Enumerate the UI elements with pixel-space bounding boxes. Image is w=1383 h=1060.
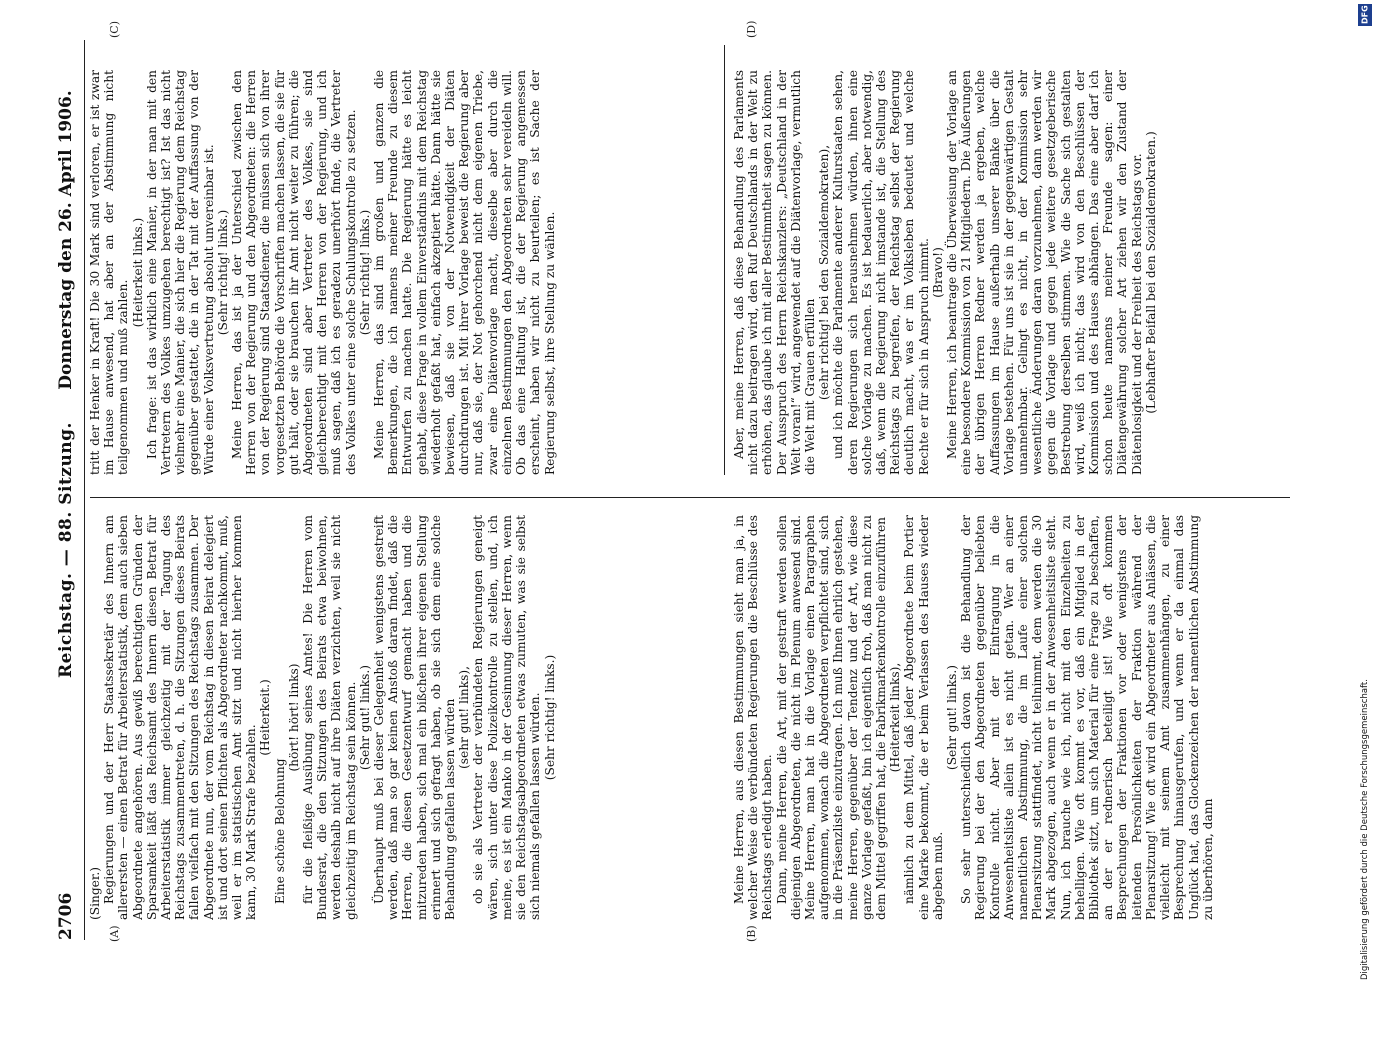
paragraph: für die fleißige Ausübung seines Amtes! Die Herren vom Bundesrat, die den Sitzungen des Beirats etwa beiwohnen, werden deshalb nicht auf ihre Diäten verzichten, weil sie nicht gleichzeitig im Reichstag sein können. (301, 515, 358, 920)
text-column-left-top (88, 515, 718, 920)
paragraph: (hört! hört! links) (286, 663, 301, 772)
digitization-credit: Digitalisierung gefördert durch die Deutsche Forschungsgemeinschaft. (1360, 679, 1370, 980)
paragraph: (Heiterkeit links.) (130, 217, 145, 328)
page-number: 2706 (56, 892, 76, 940)
paragraph: (Sehr gut! links.) (357, 664, 372, 771)
paragraph: (Heiterkeit links), (888, 662, 903, 773)
paragraph: (Singer.) (88, 867, 102, 920)
page-header (56, 40, 84, 940)
margin-marker-c: (C) (108, 21, 121, 38)
column-divider (90, 497, 1290, 498)
paragraph: Eine schöne Belohnung (272, 758, 287, 904)
paragraph: Regierungen und der Herr Staatssekretär des Innern am allerersten — einen Betrat für Arbeiterstatistik, dem auch sieben Abgeordnete angehören. Aus gewiß berechtigten Gründen der Sparsamkeit läßt das Reichsamt des Innern diesen Betrat für Arbeiterstatistik immer gleichzeitig mit der Tagung des Reichstags zusammentreten, d. h. die Sitzungen dieses Beirats fallen vielfach mit den Sitzungen des Reichstags zusammen. Der Abgeordnete nun, der vom Reichstag in diesen Beirat delegiert ist und dort seinen Pflichten als Abgeordneter nachkommt, muß, weil er im statistischen Amt sitzt und nicht hierher kommen kann, 30 Mark Strafe bezahlen. (102, 515, 259, 920)
paragraph: Meine Herren, das sind im großen und ganzen die Bemerkungen, die ich namens meiner Freunde zu diesem Entwurfen zu machen hatte. Die Regierung hätte es leicht gehabt, diese Frage in vollem Einverständnis mit dem Reichstag wiederholt gefaßt hat, einfach akzeptiert hätte. Dann hätte sie bewiesen, daß sie von der Notwendigkeit der Diäten durchdrungen ist. Mit ihrer Vorlage beweist die Regierung aber nur, daß sie, der Not gehorchend nicht dem eigenen Triebe, zwar eine Diätenvorlage macht, dieselbe aber durch die einzelnen Bestimmungen den Abgeordneten sehr vereideln will. Ob das eine Haltung ist, die der Regierung angemessen erscheint, haben wir nicht zu beurteilen; es ist Sache der Regierung selbst, ihre Stellung zu wählen. (372, 70, 557, 475)
text-column-right-top (88, 70, 718, 475)
paragraph: (Heiterkeit.) (258, 679, 273, 756)
paragraph: nämlich zu dem Mittel, daß jeder Abgeordnete beim Portier eine Marke bekommt, die er beim Verlassen des Hauses wieder abgeben muß. (902, 515, 945, 920)
paragraph: (sehr richtig! bei den Sozialdemokraten), (817, 144, 832, 401)
paragraph: Meine Herren, ich beantrage die Überweisung der Vorlage an eine besondere Kommission von 21 Mitgliedern. Die Äußerungen der übrigen Herren Redner werden ja ergeben, welche Auffassungen im Hause außerhalb unserer Bänke über die Vorlage bestehen. Für uns ist sie in der gegenwärtigen Gestalt unannehmbar. Gelingt es nicht, in der Kommission sehr wesentliche Änderungen daran vorzunehmen, dann werden wir gegen die Vorlage und gegen jede weitere gesetzgeberische Bestrebung derselben stimmen. Wie die Sache sich gestalten wird, weiß ich nicht; das wird von den Beschlüssen der Kommission und des Hauses abhängen. Das eine aber darf ich schon heute namens meiner Freunde sagen: einer Diätengewährung solcher Art ziehen wir den Zustand der Diätenlosigkeit und der Freiheit des Reichstags vor. (945, 70, 1144, 475)
paragraph: (Sehr gut! links.) (945, 664, 960, 771)
paragraph: (Sehr richtig! links.) (542, 654, 557, 781)
paragraph: Aber, meine Herren, daß diese Behandlung des Parlaments nicht dazu beitragen wird, den Ruf Deutschlands in der Welt zu erhöhen, das glaube ich mit aller Bestimmtheit sagen zu können. Der Ausspruch des Herrn Reichskanzlers: „Deutschland in der Welt voran!“ wird, angewendet auf die Diätenvorlage, vermutlich die Welt mit Grauen erfüllen (732, 70, 818, 475)
margin-marker-d: (D) (745, 20, 758, 38)
paragraph: ob sie als Vertreter der verbündeten Regierungen geneigt wären, sich unter diese Polizeikontrolle zu stellen, und, ich meine, es ist ein Manko in der Gesinnung dieser Herren, wenn sie den Reichstagsabgeordneten etwas zumuten, was sie selbst sich niemals gefallen lassen würden. (471, 515, 543, 920)
paragraph: Meine Herren, aus diesen Bestimmungen sieht man ja, in welcher Weise die verbündeten Regierungen die Beschlüsse des Reichstags erledigt haben. (732, 515, 775, 920)
paragraph: (Lebhafter Beifall bei den Sozialdemokraten.) (1143, 131, 1158, 414)
paragraph: Ich frage: ist das wirklich eine Manier, in der man mit den Vertretern des Volkes umzugehen berechtigt ist? Ist das nicht vielmehr eine Manier, die sich hier die Regierung dem Reichstag gegenüber gestattet, die in der Tat mit der Auffassung von der Würde einer Volksvertretung absolut unvereinbar ist. (144, 70, 216, 475)
paragraph: (Sehr richtig! links.) (357, 209, 372, 336)
text-column-right-bottom (732, 70, 1352, 475)
paragraph: So sehr unterschiedlich davon ist die Behandlung der Regierung bei der den Abgeordneten gegenüber beliebten Kontrolle nicht. Aber mit der Eintragung in die Anwesenheitsliste allein ist es nicht getan. Wer an einer namentlichen Abstimmung, die im Laufe einer solchen Plenarsitzung stattfindet, nicht teilnimmt, dem werden die 30 Mark abgezogen, auch wenn er in der Anwesenheitsliste steht. Nun, ich brauche wie ich, nicht mit den Einzelheiten zu behelligen. Wie oft kommt es vor, daß ein Mitglied in der Bibliothek sitzt, um sich Material für eine Frage zu beschaffen, an der er rednerisch beteiligt ist! Wie oft kommen Besprechungen der Fraktionen vor oder wenigstens der leitenden Persönlichkeiten der Fraktion während der Plenarsitzung! Wie oft wird ein Abgeordneter aus Anlässen, die vielleicht mit seinem Amt zusammenhängen, zu einer Besprechung hinausgerufen, und wenn er da einmal das Unglück hat, das Glockenzeichen der namentlichen Abstimmung zu überhören, dann (959, 515, 1215, 920)
header-rule (84, 40, 85, 940)
dfg-logo: DFG (1358, 4, 1372, 26)
paragraph: Meine Herren, das ist ja der Unterschied zwischen den Herren von der Regierung und den Abgeordneten: die Herren von der Regierung sind Staatsdiener, die müssen sich von ihrer vorgesetzten Behörde die Vorschriften machen lassen, die sie für gut hält, oder sie brauchen ihr Amt nicht weiter zu führen; die Abgeordneten sind aber Vertreter des Volkes, sie sind gleichberechtigt mit den Herren von der Regierung, und ich muß sagen, daß ich es geradezu unerhört finde, die Vertreter des Volkes unter eine solche Schulungskontrolle zu setzen. (230, 70, 358, 475)
paragraph: tritt der Henker in Kraft! Die 30 Mark sind verloren, er ist zwar im Hause anwesend, hat aber an der Abstimmung nicht teilgenommen und muß zahlen. (88, 70, 131, 475)
sitting-date: Donnerstag den 26. April 1906. (56, 90, 76, 390)
page-title: Reichstag. — 88. Sitzung. (56, 422, 76, 678)
paragraph: Dann, meine Herren, die Art, mit der gestraft werden sollen diejenigen Abgeordneten, die nicht im Plenum anwesend sind. Meine Herren, man hat in die Vorlage einen Paragraphen aufgenommen, wonach die Abgeordneten verpflichtet sind, sich in die Präsenzliste einzutragen. Ich muß Ihnen ehrlich gestehen, meine Herren, gegenüber der Tendenz und der Art, wie diese ganze Vorlage gefaßt, bin ich eigentlich froh, daß man nicht zu dem Mittel gegriffen hat, die Fabrikmarkenkontrolle einzuführen (774, 515, 889, 920)
paragraph: Überhaupt muß bei dieser Gelegenheit wenigstens gestreift werden, daß man so gar keinen Anstoß daran findet, daß die Herren, die diesen Gesetzentwurf gemacht haben und die mitzureden haben, sich mal ein bißchen ihrer eigenen Stellung erinnert und sich gefragt haben, ob sie sich dem eine solche Behandlung gefallen lassen würden (372, 515, 458, 920)
paragraph: (sehr gut! links), (457, 666, 472, 770)
margin-marker-a: (A) (108, 925, 121, 942)
margin-marker-b: (B) (745, 925, 758, 942)
paragraph: und ich möchte die Parlamente anderer Kulturstaaten sehen, deren Regierungen sich herausnehmen würden, ihnen eine solche Vorlage zu machen. Es ist bedauerlich, aber notwendig, daß, wenn die Regierung nicht imstande ist, die Stellung des Reichstags zu begreifen, der Reichstag selbst der Regierung deutlich macht, was er im Volksleben bedeutet und welche Rechte er für sich in Anspruch nimmt. (831, 70, 931, 475)
paragraph: (Bravo!) (930, 247, 945, 298)
paragraph: (Sehr richtig! links.) (215, 209, 230, 336)
text-column-left-bottom (732, 515, 1352, 920)
column-break-rule (724, 45, 725, 475)
